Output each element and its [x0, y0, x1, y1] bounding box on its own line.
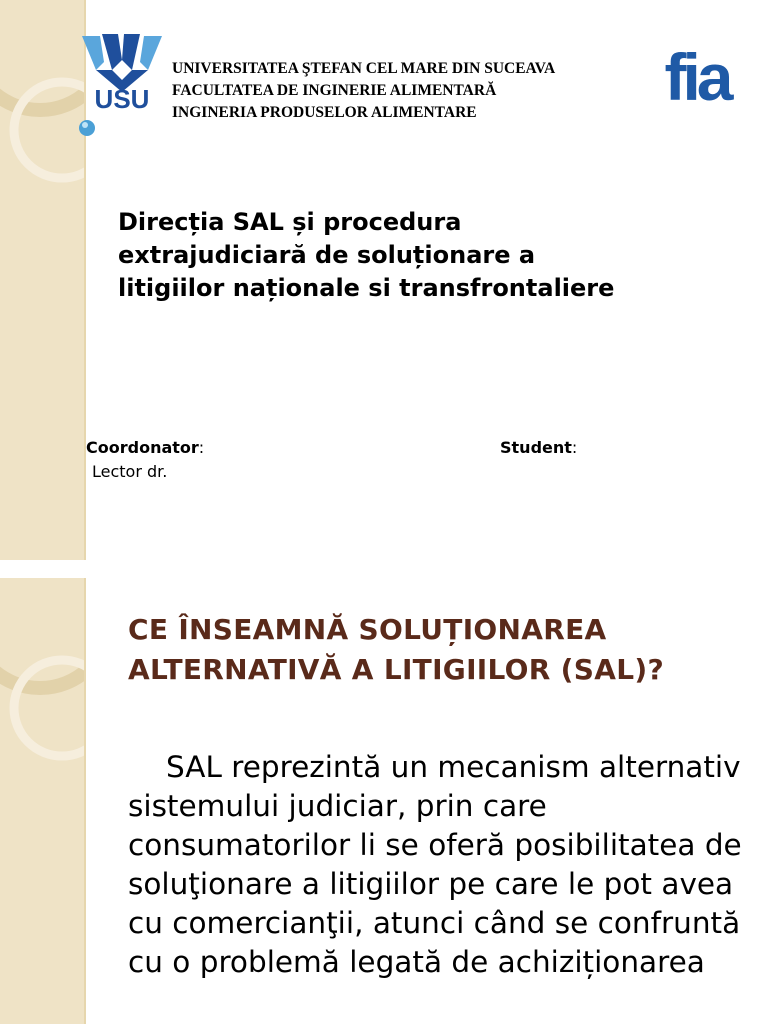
usu-logo-text: USU	[94, 84, 150, 114]
header-line-university: UNIVERSITATEA ŞTEFAN CEL MARE DIN SUCEAVA	[172, 60, 556, 77]
presentation-title: Direcția SAL și procedura extrajudiciară de soluționare a litigiilor naționale si transfrontaliere	[118, 208, 615, 302]
slide-body-text: SAL reprezintă un mecanism alternativ sistemului judiciar, prin care consumatorilor li se oferă posibilitatea de soluţionare a litigiilor pe care le pot avea cu comercianţii, atunci când se confruntă cu o problemă legată de achiziționarea	[128, 750, 742, 979]
decorative-side-band	[0, 0, 84, 560]
decorative-circles	[0, 578, 84, 1024]
university-header	[172, 58, 555, 124]
decorative-circles	[0, 0, 84, 560]
coordinator-value: Lector dr.	[92, 462, 168, 481]
coordinator-label: Coordonator	[86, 438, 199, 457]
usu-logo	[78, 30, 166, 140]
coordinator-block: Coordonator: Lector dr.	[86, 436, 204, 484]
side-band-edge	[84, 578, 86, 1024]
header-line-faculty: FACULTATEA DE INGINERIE ALIMENTARĂ	[172, 82, 497, 99]
decorative-side-band	[0, 578, 84, 1024]
slide-title: CE ÎNSEAMNĂ SOLUȚIONAREA ALTERNATIVĂ A LITIGIILOR (SAL)?	[128, 613, 664, 686]
student-label: Student	[500, 438, 572, 457]
header-line-program: INGINERIA PRODUSELOR ALIMENTARE	[172, 104, 477, 121]
student-block: Student:	[500, 438, 578, 457]
slide-separator	[0, 560, 768, 578]
fia-logo	[658, 30, 736, 108]
fia-logo-text: fia	[664, 40, 730, 108]
